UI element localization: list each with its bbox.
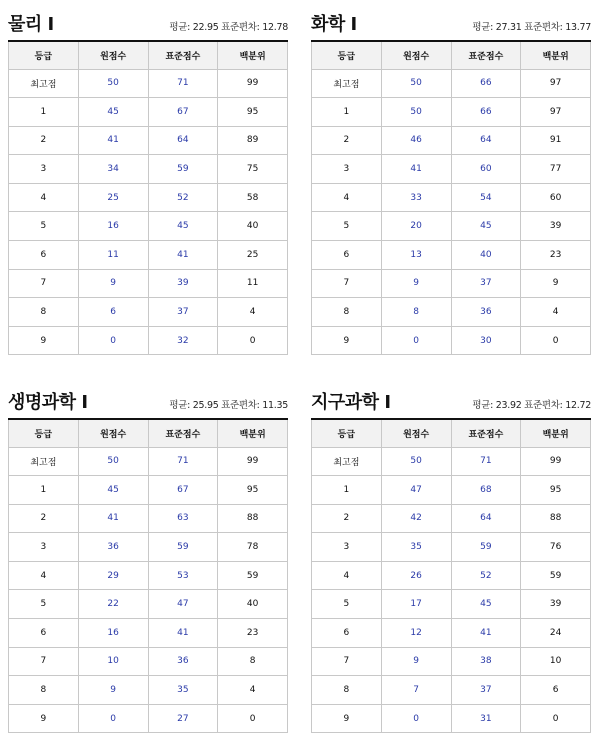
percentile-cell: 95 xyxy=(218,98,288,127)
percentile-column-header: 백분위 xyxy=(218,41,288,69)
standard-score-cell: 41 xyxy=(148,241,218,270)
percentile-cell: 58 xyxy=(218,183,288,212)
table-row xyxy=(312,619,591,648)
raw-score-cell: 16 xyxy=(78,619,148,648)
table-row xyxy=(9,269,288,298)
grade-cell: 1 xyxy=(312,98,382,127)
grade-cell: 2 xyxy=(312,504,382,533)
percentile-cell: 99 xyxy=(218,447,288,476)
raw-score-column-header: 원점수 xyxy=(78,41,148,69)
table-row xyxy=(312,676,591,705)
standard-score-cell: 30 xyxy=(451,326,521,355)
raw-score-cell: 7 xyxy=(381,676,451,705)
percentile-cell: 99 xyxy=(218,69,288,98)
standard-score-cell: 71 xyxy=(451,447,521,476)
subject-section-life-science xyxy=(8,388,288,733)
table-row xyxy=(312,647,591,676)
percentile-cell: 11 xyxy=(218,269,288,298)
table-row xyxy=(9,704,288,733)
percentile-cell: 40 xyxy=(218,590,288,619)
percentile-cell: 10 xyxy=(521,647,591,676)
percentile-cell: 0 xyxy=(521,704,591,733)
grade-column-header: 등급 xyxy=(9,419,79,447)
percentile-cell: 6 xyxy=(521,676,591,705)
grade-cell: 2 xyxy=(312,126,382,155)
raw-score-column-header: 원점수 xyxy=(381,419,451,447)
raw-score-cell: 0 xyxy=(78,326,148,355)
grade-cell: 4 xyxy=(312,183,382,212)
standard-score-cell: 59 xyxy=(148,533,218,562)
standard-score-cell: 71 xyxy=(148,447,218,476)
grade-cell: 4 xyxy=(9,183,79,212)
percentile-cell: 78 xyxy=(218,533,288,562)
standard-score-cell: 27 xyxy=(148,704,218,733)
table-row xyxy=(9,155,288,184)
section-header xyxy=(311,10,591,40)
table-row xyxy=(9,647,288,676)
grade-cell: 최고점 xyxy=(9,447,79,476)
standard-score-cell: 52 xyxy=(451,561,521,590)
standard-score-cell: 45 xyxy=(451,212,521,241)
table-row xyxy=(312,504,591,533)
standard-score-cell: 63 xyxy=(148,504,218,533)
grade-cell: 7 xyxy=(9,269,79,298)
table-row xyxy=(9,476,288,505)
grade-cell: 최고점 xyxy=(312,447,382,476)
table-row xyxy=(9,69,288,98)
raw-score-cell: 26 xyxy=(381,561,451,590)
table-row xyxy=(312,183,591,212)
grade-column-header: 등급 xyxy=(312,419,382,447)
raw-score-cell: 50 xyxy=(78,447,148,476)
grade-cell: 6 xyxy=(312,241,382,270)
standard-score-cell: 41 xyxy=(148,619,218,648)
standard-score-cell: 52 xyxy=(148,183,218,212)
raw-score-cell: 0 xyxy=(381,704,451,733)
grade-cell: 7 xyxy=(312,269,382,298)
subject-title: 물리 I xyxy=(8,14,54,35)
raw-score-cell: 41 xyxy=(381,155,451,184)
grade-cell: 3 xyxy=(312,533,382,562)
percentile-cell: 40 xyxy=(218,212,288,241)
table-row xyxy=(9,447,288,476)
table-header-row xyxy=(312,419,591,447)
table-header-row xyxy=(9,419,288,447)
raw-score-cell: 9 xyxy=(381,647,451,676)
standard-score-cell: 64 xyxy=(451,504,521,533)
grade-cell: 6 xyxy=(9,241,79,270)
standard-score-cell: 45 xyxy=(451,590,521,619)
grade-cell: 4 xyxy=(9,561,79,590)
table-row xyxy=(312,326,591,355)
grade-cell: 3 xyxy=(9,155,79,184)
raw-score-cell: 6 xyxy=(78,298,148,327)
table-row xyxy=(312,269,591,298)
grade-cell: 5 xyxy=(312,212,382,241)
raw-score-cell: 11 xyxy=(78,241,148,270)
raw-score-cell: 0 xyxy=(78,704,148,733)
grade-cell: 5 xyxy=(312,590,382,619)
standard-score-column-header: 표준점수 xyxy=(148,419,218,447)
standard-score-cell: 32 xyxy=(148,326,218,355)
grade-cell: 9 xyxy=(312,704,382,733)
percentile-cell: 59 xyxy=(521,561,591,590)
grade-cell: 8 xyxy=(9,676,79,705)
percentile-cell: 4 xyxy=(218,298,288,327)
subject-title: 생명과학 I xyxy=(8,392,88,413)
subject-title: 화학 I xyxy=(311,14,357,35)
subject-section-earth-science xyxy=(311,388,591,733)
percentile-cell: 88 xyxy=(218,504,288,533)
raw-score-cell: 10 xyxy=(78,647,148,676)
section-header xyxy=(8,10,288,40)
raw-score-cell: 50 xyxy=(381,69,451,98)
section-header xyxy=(311,388,591,418)
standard-score-cell: 68 xyxy=(451,476,521,505)
standard-score-cell: 36 xyxy=(451,298,521,327)
grade-cell: 1 xyxy=(9,98,79,127)
percentile-cell: 0 xyxy=(218,704,288,733)
table-row xyxy=(9,561,288,590)
raw-score-cell: 22 xyxy=(78,590,148,619)
raw-score-cell: 8 xyxy=(381,298,451,327)
standard-score-cell: 35 xyxy=(148,676,218,705)
standard-score-cell: 37 xyxy=(451,676,521,705)
percentile-cell: 23 xyxy=(521,241,591,270)
grade-cell: 2 xyxy=(9,126,79,155)
raw-score-cell: 50 xyxy=(381,447,451,476)
grade-cell: 5 xyxy=(9,590,79,619)
raw-score-cell: 9 xyxy=(78,269,148,298)
table-header-row xyxy=(9,41,288,69)
standard-score-cell: 36 xyxy=(148,647,218,676)
percentile-cell: 95 xyxy=(218,476,288,505)
percentile-cell: 97 xyxy=(521,98,591,127)
percentile-column-header: 백분위 xyxy=(521,41,591,69)
standard-score-cell: 31 xyxy=(451,704,521,733)
table-row xyxy=(312,212,591,241)
percentile-cell: 99 xyxy=(521,447,591,476)
standard-score-cell: 37 xyxy=(148,298,218,327)
percentile-column-header: 백분위 xyxy=(521,419,591,447)
table-row xyxy=(312,704,591,733)
raw-score-cell: 17 xyxy=(381,590,451,619)
grade-cell: 2 xyxy=(9,504,79,533)
raw-score-cell: 9 xyxy=(381,269,451,298)
table-row xyxy=(9,298,288,327)
percentile-cell: 24 xyxy=(521,619,591,648)
grade-cell: 9 xyxy=(9,326,79,355)
percentile-cell: 59 xyxy=(218,561,288,590)
grade-cell: 8 xyxy=(312,676,382,705)
standard-score-cell: 59 xyxy=(148,155,218,184)
subject-section-physics xyxy=(8,10,288,355)
percentile-cell: 0 xyxy=(218,326,288,355)
grade-table xyxy=(311,40,591,355)
grade-cell: 8 xyxy=(312,298,382,327)
percentile-cell: 39 xyxy=(521,590,591,619)
standard-score-cell: 66 xyxy=(451,98,521,127)
table-row xyxy=(312,98,591,127)
grade-cell: 6 xyxy=(9,619,79,648)
percentile-cell: 4 xyxy=(218,676,288,705)
raw-score-cell: 34 xyxy=(78,155,148,184)
table-row xyxy=(9,126,288,155)
section-header xyxy=(8,388,288,418)
table-row xyxy=(9,533,288,562)
grade-cell: 4 xyxy=(312,561,382,590)
raw-score-cell: 41 xyxy=(78,126,148,155)
grade-cell: 1 xyxy=(312,476,382,505)
raw-score-cell: 25 xyxy=(78,183,148,212)
percentile-cell: 97 xyxy=(521,69,591,98)
subject-section-chemistry xyxy=(311,10,591,355)
raw-score-cell: 45 xyxy=(78,98,148,127)
table-row xyxy=(9,98,288,127)
percentile-cell: 8 xyxy=(218,647,288,676)
raw-score-cell: 13 xyxy=(381,241,451,270)
grade-cell: 6 xyxy=(312,619,382,648)
standard-score-cell: 45 xyxy=(148,212,218,241)
raw-score-cell: 36 xyxy=(78,533,148,562)
standard-score-column-header: 표준점수 xyxy=(451,41,521,69)
table-row xyxy=(312,241,591,270)
table-row xyxy=(312,447,591,476)
standard-score-cell: 67 xyxy=(148,476,218,505)
standard-score-cell: 60 xyxy=(451,155,521,184)
grade-cell: 최고점 xyxy=(9,69,79,98)
standard-score-cell: 64 xyxy=(148,126,218,155)
raw-score-cell: 9 xyxy=(78,676,148,705)
grade-column-header: 등급 xyxy=(312,41,382,69)
raw-score-cell: 42 xyxy=(381,504,451,533)
subject-stats: 평균: 23.92 표준편차: 12.72 xyxy=(472,400,591,411)
standard-score-column-header: 표준점수 xyxy=(451,419,521,447)
subject-stats: 평균: 25.95 표준편차: 11.35 xyxy=(169,400,288,411)
table-row xyxy=(9,504,288,533)
percentile-cell: 25 xyxy=(218,241,288,270)
subject-title: 지구과학 I xyxy=(311,392,391,413)
standard-score-cell: 71 xyxy=(148,69,218,98)
raw-score-cell: 50 xyxy=(78,69,148,98)
raw-score-cell: 50 xyxy=(381,98,451,127)
table-row xyxy=(9,241,288,270)
raw-score-cell: 12 xyxy=(381,619,451,648)
table-row xyxy=(312,155,591,184)
table-row xyxy=(312,126,591,155)
grade-cell: 8 xyxy=(9,298,79,327)
percentile-cell: 89 xyxy=(218,126,288,155)
table-row xyxy=(312,298,591,327)
grade-table xyxy=(8,40,288,355)
percentile-cell: 91 xyxy=(521,126,591,155)
percentile-cell: 60 xyxy=(521,183,591,212)
percentile-cell: 77 xyxy=(521,155,591,184)
raw-score-cell: 29 xyxy=(78,561,148,590)
grade-cell: 3 xyxy=(9,533,79,562)
grade-cell: 3 xyxy=(312,155,382,184)
grade-cell: 9 xyxy=(9,704,79,733)
subject-stats: 평균: 22.95 표준편차: 12.78 xyxy=(169,22,288,33)
raw-score-column-header: 원점수 xyxy=(381,41,451,69)
table-row xyxy=(312,476,591,505)
grade-cell: 9 xyxy=(312,326,382,355)
grade-cell: 최고점 xyxy=(312,69,382,98)
percentile-cell: 9 xyxy=(521,269,591,298)
raw-score-cell: 0 xyxy=(381,326,451,355)
standard-score-cell: 66 xyxy=(451,69,521,98)
raw-score-cell: 16 xyxy=(78,212,148,241)
raw-score-cell: 46 xyxy=(381,126,451,155)
percentile-column-header: 백분위 xyxy=(218,419,288,447)
standard-score-cell: 39 xyxy=(148,269,218,298)
grade-table xyxy=(311,418,591,733)
table-row xyxy=(9,619,288,648)
standard-score-column-header: 표준점수 xyxy=(148,41,218,69)
grade-cell: 5 xyxy=(9,212,79,241)
table-row xyxy=(312,533,591,562)
percentile-cell: 4 xyxy=(521,298,591,327)
raw-score-cell: 33 xyxy=(381,183,451,212)
table-row xyxy=(9,212,288,241)
table-row xyxy=(9,183,288,212)
grade-column-header: 등급 xyxy=(9,41,79,69)
percentile-cell: 76 xyxy=(521,533,591,562)
standard-score-cell: 47 xyxy=(148,590,218,619)
percentile-cell: 39 xyxy=(521,212,591,241)
standard-score-cell: 64 xyxy=(451,126,521,155)
percentile-cell: 75 xyxy=(218,155,288,184)
raw-score-cell: 47 xyxy=(381,476,451,505)
grade-cell: 1 xyxy=(9,476,79,505)
percentile-cell: 0 xyxy=(521,326,591,355)
table-row xyxy=(9,590,288,619)
standard-score-cell: 38 xyxy=(451,647,521,676)
standard-score-cell: 67 xyxy=(148,98,218,127)
table-row xyxy=(312,69,591,98)
table-row xyxy=(9,326,288,355)
percentile-cell: 88 xyxy=(521,504,591,533)
percentile-cell: 23 xyxy=(218,619,288,648)
table-row xyxy=(312,590,591,619)
standard-score-cell: 40 xyxy=(451,241,521,270)
standard-score-cell: 37 xyxy=(451,269,521,298)
subject-stats: 평균: 27.31 표준편차: 13.77 xyxy=(472,22,591,33)
raw-score-cell: 45 xyxy=(78,476,148,505)
raw-score-cell: 20 xyxy=(381,212,451,241)
raw-score-cell: 41 xyxy=(78,504,148,533)
grade-cell: 7 xyxy=(9,647,79,676)
grade-table xyxy=(8,418,288,733)
percentile-cell: 95 xyxy=(521,476,591,505)
raw-score-column-header: 원점수 xyxy=(78,419,148,447)
raw-score-cell: 35 xyxy=(381,533,451,562)
standard-score-cell: 54 xyxy=(451,183,521,212)
table-row xyxy=(312,561,591,590)
standard-score-cell: 53 xyxy=(148,561,218,590)
grade-cell: 7 xyxy=(312,647,382,676)
table-row xyxy=(9,676,288,705)
table-header-row xyxy=(312,41,591,69)
standard-score-cell: 59 xyxy=(451,533,521,562)
standard-score-cell: 41 xyxy=(451,619,521,648)
